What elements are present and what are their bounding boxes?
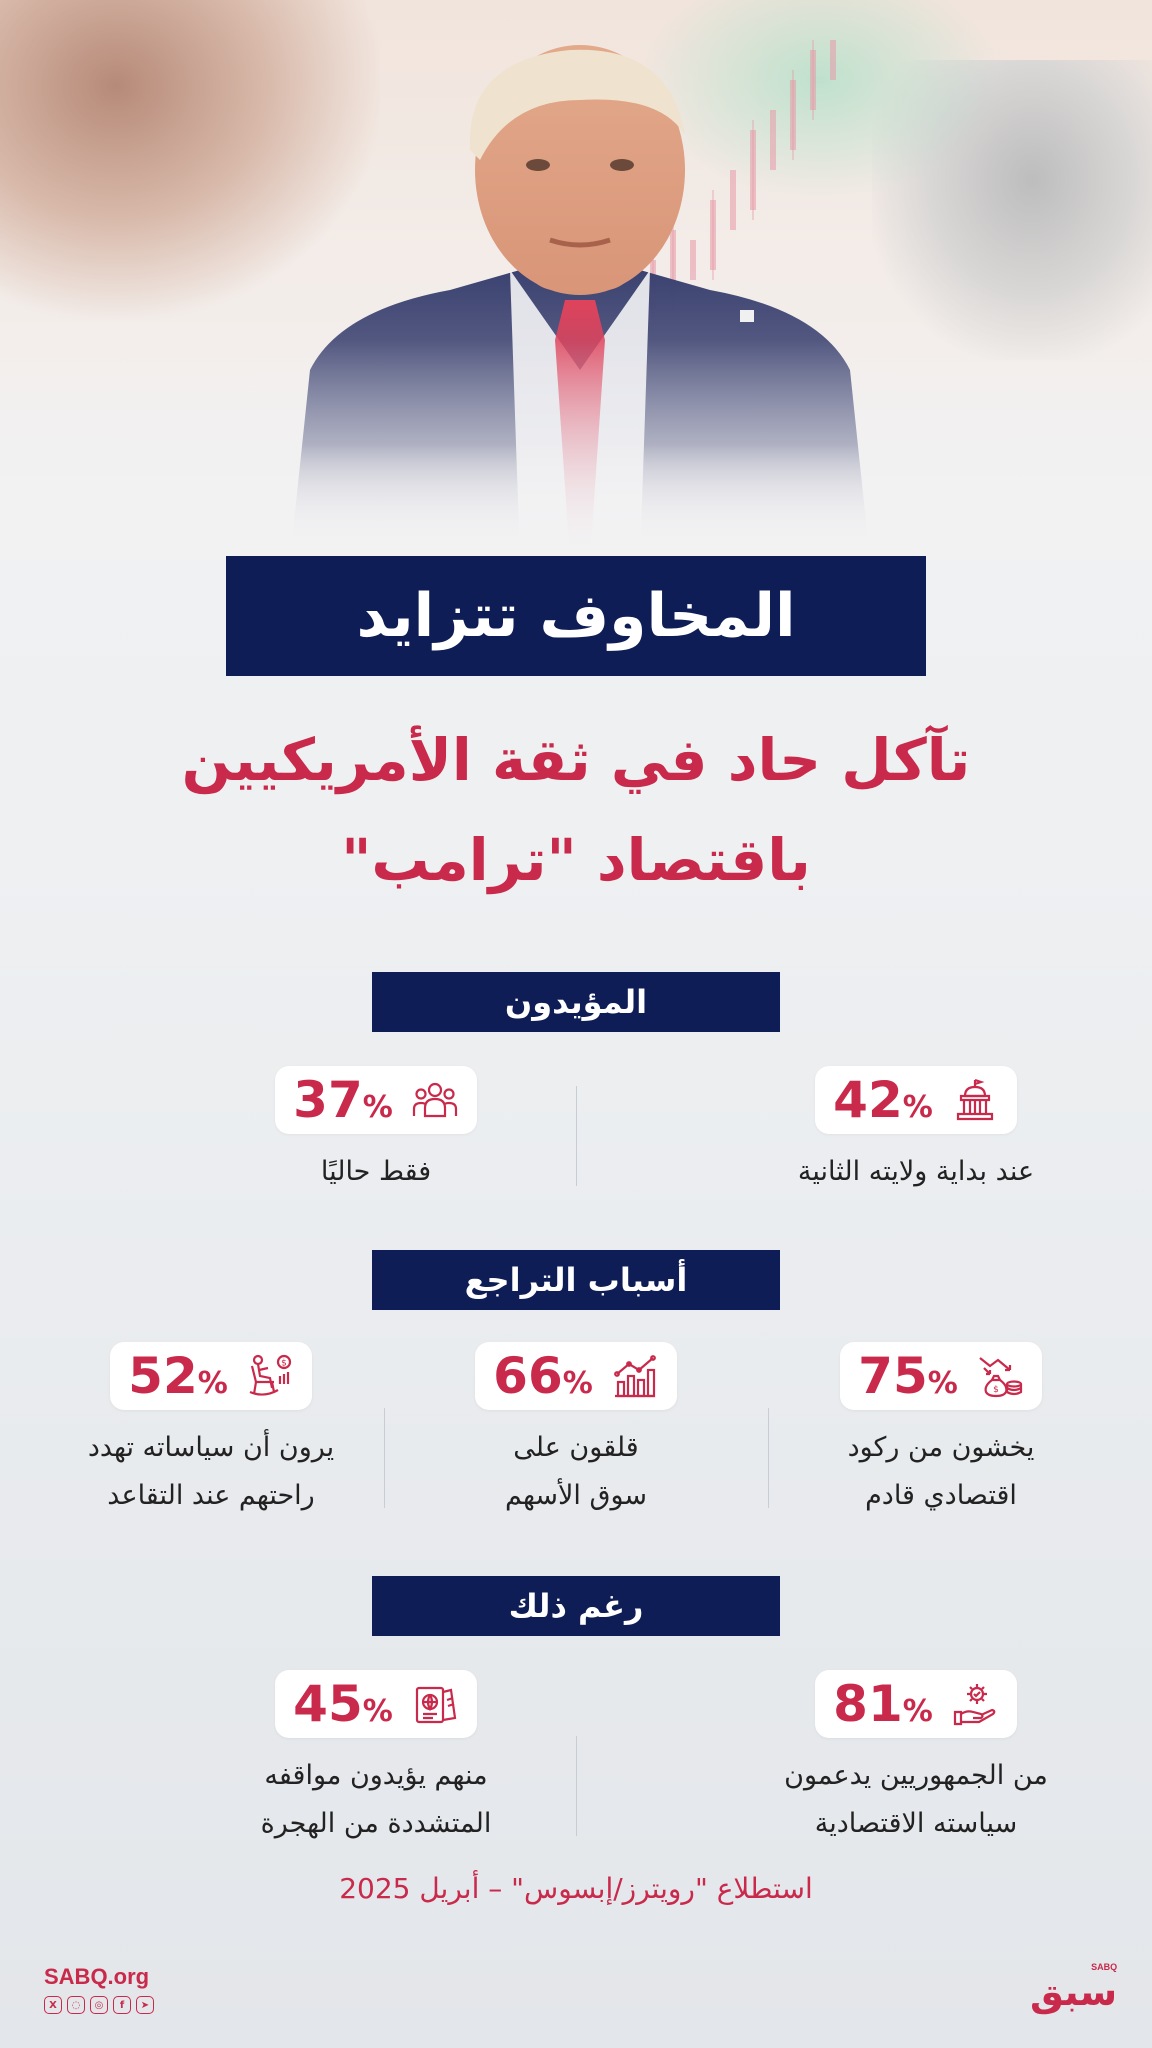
stat-value: 81 %: [833, 1675, 933, 1733]
stat-value-pill: [475, 1342, 677, 1410]
stat-card: [726, 1066, 1106, 1196]
sabq-logo: [1030, 1962, 1117, 2012]
stat-value-pill: [275, 1670, 477, 1738]
hero-image: [0, 0, 1152, 560]
stat-description: يخشون من ركود اقتصادي قادم: [847, 1432, 1035, 1511]
stat-value: 45 %: [293, 1675, 393, 1733]
section-header-however: رغم ذلك: [372, 1576, 780, 1636]
logo-small-text: SABQ: [1091, 1962, 1118, 1972]
stat-value: 66 %: [493, 1347, 593, 1405]
svg-text:$: $: [992, 1385, 999, 1395]
stat-value: 52 %: [128, 1347, 228, 1405]
hand-gear-icon: [951, 1680, 999, 1728]
subtitle: [150, 710, 1002, 910]
stat-description: من الجمهوريين يدعمون سياسته الاقتصادية: [784, 1760, 1048, 1839]
stat-description: عند بداية ولايته الثانية: [797, 1156, 1035, 1187]
passport-icon: [411, 1680, 459, 1728]
divider: [576, 1736, 577, 1836]
capitol-building-icon: [951, 1076, 999, 1124]
stat-value: 42 %: [833, 1071, 933, 1129]
stat-value-pill: [840, 1342, 1042, 1410]
hero-fade: [0, 340, 1152, 560]
divider: [384, 1408, 385, 1508]
stat-value: 37 %: [293, 1071, 393, 1129]
footer-brand: [44, 1964, 154, 2014]
logo-main-text: سبق: [1030, 1970, 1118, 2014]
snapchat-icon[interactable]: ◌: [67, 1996, 85, 2014]
rocking-chair-retirement-icon: [246, 1352, 294, 1400]
source-note: استطلاع "رويترز/إبسوس" – أبريل 2025: [339, 1872, 813, 1905]
stat-value-pill: [815, 1670, 1017, 1738]
main-title-banner: [226, 556, 926, 676]
social-links: [44, 1996, 154, 2014]
section-header-reasons: أسباب التراجع: [372, 1250, 780, 1310]
facebook-icon[interactable]: f: [113, 1996, 131, 2014]
main-title: المخاوف تتزايد: [356, 581, 796, 651]
people-group-icon: [411, 1076, 459, 1124]
stat-card: [726, 1670, 1106, 1848]
stat-value-pill: [275, 1066, 477, 1134]
stat-card: [46, 1342, 376, 1520]
stat-card: [776, 1342, 1106, 1520]
svg-text:$: $: [280, 1358, 287, 1369]
stat-description: قلقون على سوق الأسهم: [504, 1432, 648, 1511]
stat-value-pill: [815, 1066, 1017, 1134]
stat-description: منهم يؤيدون مواقفه المتشددة من الهجرة: [260, 1760, 492, 1839]
telegram-icon[interactable]: ➤: [136, 1996, 154, 2014]
money-bag-decline-icon: [976, 1352, 1024, 1400]
stock-chart-icon: [611, 1352, 659, 1400]
divider: [768, 1408, 769, 1508]
divider: [576, 1086, 577, 1186]
stat-card: [411, 1342, 741, 1520]
website-link[interactable]: SABQ.org: [44, 1964, 150, 1989]
subtitle-line-1: تآكل حاد في ثقة الأمريكيين: [181, 726, 971, 794]
x-icon[interactable]: X: [44, 1996, 62, 2014]
stat-description: يرون أن سياساته تهدد راحتهم عند التقاعد: [87, 1432, 335, 1511]
section-header-supporters: المؤيدون: [372, 972, 780, 1032]
stat-description: فقط حاليًا: [320, 1156, 432, 1187]
stat-value-pill: [110, 1342, 312, 1410]
stat-card: [186, 1670, 566, 1848]
stat-card: [186, 1066, 566, 1196]
stat-value: 75 %: [858, 1347, 958, 1405]
subtitle-line-2: باقتصاد "ترامب": [341, 826, 811, 894]
instagram-icon[interactable]: ◎: [90, 1996, 108, 2014]
